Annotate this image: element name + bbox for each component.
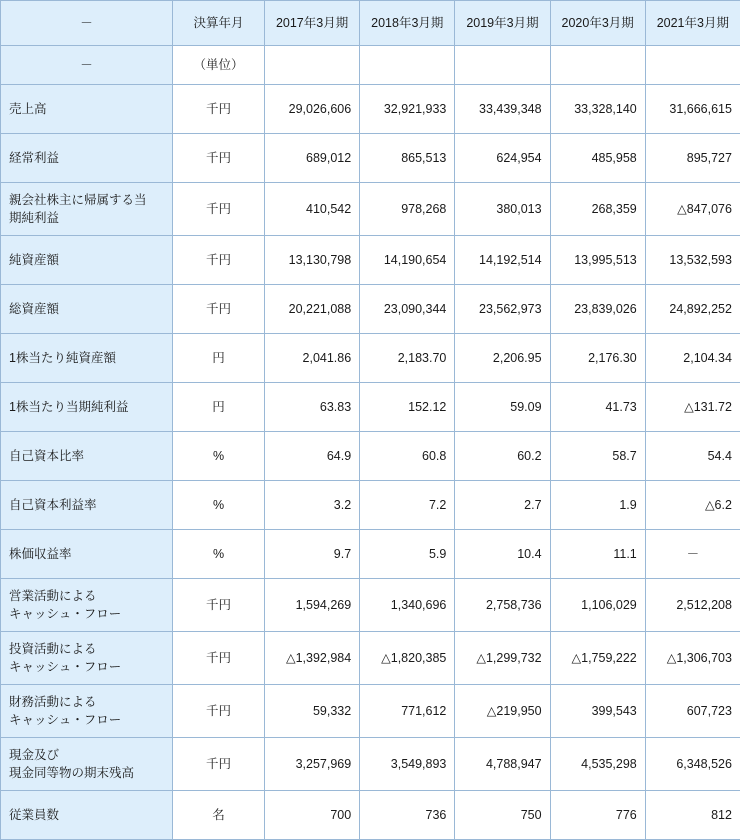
cell-bps-2017: 2,041.86 <box>265 334 360 383</box>
row-label-line: 期純利益 <box>9 209 164 227</box>
cell-eps-2017: 63.83 <box>265 383 360 432</box>
cell-employees-2018: 736 <box>360 791 455 840</box>
row-unit-bps: 円 <box>173 334 265 383</box>
cell-equity-ratio-2021: 54.4 <box>645 432 740 481</box>
cell-net-income-2018: 978,268 <box>360 183 455 236</box>
cell-employees-2019: 750 <box>455 791 550 840</box>
cell-roe-2020: 1.9 <box>550 481 645 530</box>
cell-investing-cf-2021: △1,306,703 <box>645 632 740 685</box>
cell-net-income-2021: △847,076 <box>645 183 740 236</box>
row-unit-employees: 名 <box>173 791 265 840</box>
cell-ordinary-income-2018: 865,513 <box>360 134 455 183</box>
cell-total-assets-2019: 23,562,973 <box>455 285 550 334</box>
cell-operating-cf-2018: 1,340,696 <box>360 579 455 632</box>
row-label-eps <box>1 383 173 432</box>
row-label-financing-cf <box>1 685 173 738</box>
cell-eps-2021: △131.72 <box>645 383 740 432</box>
cell-operating-cf-2019: 2,758,736 <box>455 579 550 632</box>
row-label-line: 現金及び <box>9 746 164 764</box>
row-label-net-income <box>1 183 173 236</box>
header-year-2017: 2017年3月期 <box>265 1 360 46</box>
row-label-total-assets <box>1 285 173 334</box>
header-label-cell: － <box>1 1 173 46</box>
cell-equity-ratio-2018: 60.8 <box>360 432 455 481</box>
row-label-equity-ratio <box>1 432 173 481</box>
cell-total-assets-2020: 23,839,026 <box>550 285 645 334</box>
unit-row <box>1 46 740 85</box>
cell-per-2017: 9.7 <box>265 530 360 579</box>
cell-cash-end-2019: 4,788,947 <box>455 738 550 791</box>
cell-total-assets-2021: 24,892,252 <box>645 285 740 334</box>
row-unit-sales: 千円 <box>173 85 265 134</box>
table-row <box>1 236 740 285</box>
cell-cash-end-2020: 4,535,298 <box>550 738 645 791</box>
header-unit-cell: 決算年月 <box>173 1 265 46</box>
header-year-2019: 2019年3月期 <box>455 1 550 46</box>
cell-equity-ratio-2019: 60.2 <box>455 432 550 481</box>
cell-financing-cf-2021: 607,723 <box>645 685 740 738</box>
table-body <box>1 1 740 840</box>
cell-financing-cf-2017: 59,332 <box>265 685 360 738</box>
cell-financing-cf-2019: △219,950 <box>455 685 550 738</box>
cell-employees-2020: 776 <box>550 791 645 840</box>
cell-operating-cf-2017: 1,594,269 <box>265 579 360 632</box>
row-unit-operating-cf: 千円 <box>173 579 265 632</box>
row-unit-eps: 円 <box>173 383 265 432</box>
cell-cash-end-2017: 3,257,969 <box>265 738 360 791</box>
cell-bps-2018: 2,183.70 <box>360 334 455 383</box>
cell-bps-2019: 2,206.95 <box>455 334 550 383</box>
cell-sales-2021: 31,666,615 <box>645 85 740 134</box>
table-row <box>1 791 740 840</box>
cell-employees-2021: 812 <box>645 791 740 840</box>
row-label-investing-cf <box>1 632 173 685</box>
cell-net-assets-2019: 14,192,514 <box>455 236 550 285</box>
cell-per-2019: 10.4 <box>455 530 550 579</box>
cell-net-income-2017: 410,542 <box>265 183 360 236</box>
cell-eps-2020: 41.73 <box>550 383 645 432</box>
row-label-ordinary-income <box>1 134 173 183</box>
table-row <box>1 685 740 738</box>
cell-net-income-2019: 380,013 <box>455 183 550 236</box>
table-row <box>1 579 740 632</box>
row-label-bps <box>1 334 173 383</box>
table-row <box>1 334 740 383</box>
row-unit-net-assets: 千円 <box>173 236 265 285</box>
cell-roe-2019: 2.7 <box>455 481 550 530</box>
unit-row-cell-2017 <box>265 46 360 85</box>
row-label-line: 総資産額 <box>9 302 59 316</box>
row-label-sales <box>1 85 173 134</box>
table-header-row <box>1 1 740 46</box>
cell-net-income-2020: 268,359 <box>550 183 645 236</box>
table-row <box>1 481 740 530</box>
cell-ordinary-income-2021: 895,727 <box>645 134 740 183</box>
header-year-2018: 2018年3月期 <box>360 1 455 46</box>
row-unit-investing-cf: 千円 <box>173 632 265 685</box>
unit-row-cell-2020 <box>550 46 645 85</box>
cell-employees-2017: 700 <box>265 791 360 840</box>
unit-row-cell-2021 <box>645 46 740 85</box>
cell-per-2018: 5.9 <box>360 530 455 579</box>
row-label-line: キャッシュ・フロー <box>9 658 164 676</box>
row-label-line: 従業員数 <box>9 808 59 822</box>
row-label-per <box>1 530 173 579</box>
cell-total-assets-2017: 20,221,088 <box>265 285 360 334</box>
row-label-line: 投資活動による <box>9 640 164 658</box>
table-row <box>1 432 740 481</box>
table-row <box>1 285 740 334</box>
cell-cash-end-2021: 6,348,526 <box>645 738 740 791</box>
cell-ordinary-income-2019: 624,954 <box>455 134 550 183</box>
row-label-roe <box>1 481 173 530</box>
header-year-2021: 2021年3月期 <box>645 1 740 46</box>
cell-net-assets-2020: 13,995,513 <box>550 236 645 285</box>
cell-ordinary-income-2017: 689,012 <box>265 134 360 183</box>
table-row <box>1 183 740 236</box>
cell-operating-cf-2020: 1,106,029 <box>550 579 645 632</box>
row-unit-cash-end: 千円 <box>173 738 265 791</box>
cell-bps-2021: 2,104.34 <box>645 334 740 383</box>
row-unit-roe: % <box>173 481 265 530</box>
table-row <box>1 85 740 134</box>
cell-per-2021: － <box>645 530 740 579</box>
row-label-line: 株価収益率 <box>9 547 72 561</box>
cell-roe-2017: 3.2 <box>265 481 360 530</box>
cell-sales-2020: 33,328,140 <box>550 85 645 134</box>
cell-eps-2018: 152.12 <box>360 383 455 432</box>
row-unit-ordinary-income: 千円 <box>173 134 265 183</box>
cell-investing-cf-2018: △1,820,385 <box>360 632 455 685</box>
cell-bps-2020: 2,176.30 <box>550 334 645 383</box>
row-label-line: 1株当たり純資産額 <box>9 351 116 365</box>
cell-equity-ratio-2017: 64.9 <box>265 432 360 481</box>
row-label-line: 純資産額 <box>9 253 59 267</box>
row-label-line: 自己資本利益率 <box>9 498 97 512</box>
unit-row-cell-2018 <box>360 46 455 85</box>
cell-cash-end-2018: 3,549,893 <box>360 738 455 791</box>
cell-sales-2017: 29,026,606 <box>265 85 360 134</box>
header-year-2020: 2020年3月期 <box>550 1 645 46</box>
row-label-employees <box>1 791 173 840</box>
unit-row-unit: （単位） <box>173 46 265 85</box>
row-label-line: 売上高 <box>9 102 47 116</box>
cell-ordinary-income-2020: 485,958 <box>550 134 645 183</box>
row-unit-total-assets: 千円 <box>173 285 265 334</box>
cell-sales-2018: 32,921,933 <box>360 85 455 134</box>
row-label-cash-end <box>1 738 173 791</box>
row-label-line: 親会社株主に帰属する当 <box>9 191 164 209</box>
cell-financing-cf-2018: 771,612 <box>360 685 455 738</box>
row-label-line: 自己資本比率 <box>9 449 84 463</box>
row-label-line: 財務活動による <box>9 693 164 711</box>
cell-operating-cf-2021: 2,512,208 <box>645 579 740 632</box>
cell-net-assets-2021: 13,532,593 <box>645 236 740 285</box>
table-row <box>1 134 740 183</box>
row-label-operating-cf <box>1 579 173 632</box>
cell-per-2020: 11.1 <box>550 530 645 579</box>
cell-investing-cf-2019: △1,299,732 <box>455 632 550 685</box>
row-unit-net-income: 千円 <box>173 183 265 236</box>
row-unit-equity-ratio: % <box>173 432 265 481</box>
cell-net-assets-2018: 14,190,654 <box>360 236 455 285</box>
table-row <box>1 632 740 685</box>
cell-financing-cf-2020: 399,543 <box>550 685 645 738</box>
cell-roe-2021: △6.2 <box>645 481 740 530</box>
cell-sales-2019: 33,439,348 <box>455 85 550 134</box>
row-label-line: 現金同等物の期末残高 <box>9 764 164 782</box>
table-row <box>1 530 740 579</box>
table-row <box>1 383 740 432</box>
row-label-line: 営業活動による <box>9 587 164 605</box>
unit-row-cell-2019 <box>455 46 550 85</box>
row-label-line: キャッシュ・フロー <box>9 605 164 623</box>
unit-row-label: － <box>1 46 173 85</box>
row-label-line: 経常利益 <box>9 151 59 165</box>
row-unit-per: % <box>173 530 265 579</box>
cell-equity-ratio-2020: 58.7 <box>550 432 645 481</box>
row-label-net-assets <box>1 236 173 285</box>
cell-investing-cf-2020: △1,759,222 <box>550 632 645 685</box>
cell-eps-2019: 59.09 <box>455 383 550 432</box>
row-unit-financing-cf: 千円 <box>173 685 265 738</box>
cell-net-assets-2017: 13,130,798 <box>265 236 360 285</box>
cell-total-assets-2018: 23,090,344 <box>360 285 455 334</box>
cell-roe-2018: 7.2 <box>360 481 455 530</box>
row-label-line: 1株当たり当期純利益 <box>9 400 128 414</box>
table-row <box>1 738 740 791</box>
cell-investing-cf-2017: △1,392,984 <box>265 632 360 685</box>
row-label-line: キャッシュ・フロー <box>9 711 164 729</box>
